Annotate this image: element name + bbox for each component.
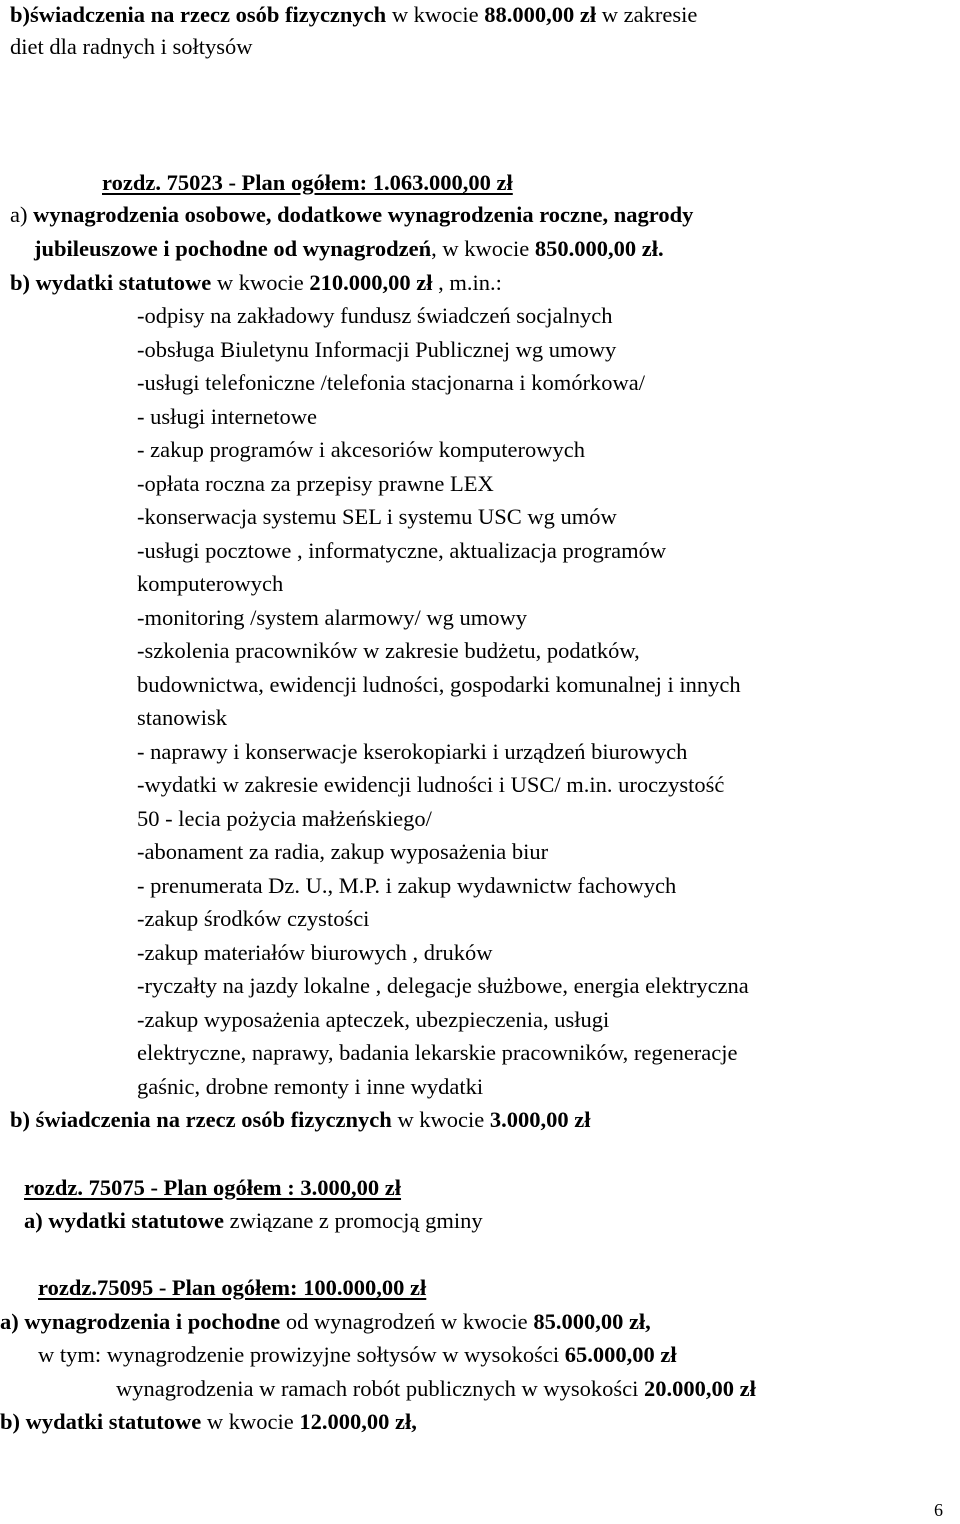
list-item: stanowisk [137,705,227,730]
line-soltysi: w tym: wynagrodzenie prowizyjne sołtysów w wysokości 65.000,00 zł [38,1342,677,1367]
line-wydatki-12000: b) wydatki statutowe w kwocie 12.000,00 zł, [0,1409,417,1434]
line-swiadczenia-3000: b) świadczenia na rzecz osób fizycznych w kwocie 3.000,00 zł [10,1107,591,1132]
list-item: -monitoring /system alarmowy/ wg umowy [137,605,527,630]
list-item: - naprawy i konserwacje kserokopiarki i urządzeń biurowych [137,739,688,764]
line-diety-cont: diet dla radnych i sołtysów [10,34,253,59]
line-swiadczenia-diety: b)świadczenia na rzecz osób fizycznych w kwocie 88.000,00 zł w zakresie [10,2,698,27]
heading-rozdz-75023: rozdz. 75023 - Plan ogółem: 1.063.000,00 zł [102,170,513,195]
list-item: komputerowych [137,571,284,596]
list-item: - prenumerata Dz. U., M.P. i zakup wydawnictw fachowych [137,873,677,898]
list-item: -opłata roczna za przepisy prawne LEX [137,471,494,496]
list-item: -zakup wyposażenia apteczek, ubezpieczenia, usługi [137,1007,610,1032]
list-item: -usługi pocztowe , informatyczne, aktualizacja programów [137,538,667,563]
line-wynagrodzenia-pochodne: a) wynagrodzenia i pochodne od wynagrodzeń w kwocie 85.000,00 zł, [0,1309,651,1334]
list-item: -abonament za radia, zakup wyposażenia biur [137,839,549,864]
list-item: budownictwa, ewidencji ludności, gospodarki komunalnej i innych [137,672,741,697]
page-number: 6 [934,1500,943,1520]
line-wydatki-statutowe: b) wydatki statutowe w kwocie 210.000,00 zł , m.in.: [10,270,502,295]
list-item: 50 - lecia pożycia małżeńskiego/ [137,806,432,831]
line-promocja-gminy: a) wydatki statutowe związane z promocją gminy [24,1208,483,1233]
list-item: -konserwacja systemu SEL i systemu USC wg umów [137,504,617,529]
list-item: gaśnic, drobne remonty i inne wydatki [137,1074,484,1099]
list-item: - usługi internetowe [137,404,317,429]
list-item: -zakup materiałów biurowych , druków [137,940,493,965]
list-item: -odpisy na zakładowy fundusz świadczeń socjalnych [137,303,613,328]
list-item: -zakup środków czystości [137,906,370,931]
list-item: -ryczałty na jazdy lokalne , delegacje służbowe, energia elektryczna [137,973,749,998]
list-item: - zakup programów i akcesoriów komputerowych [137,437,585,462]
list-item: -usługi telefoniczne /telefonia stacjonarna i komórkowa/ [137,370,645,395]
list-item: -wydatki w zakresie ewidencji ludności i USC/ m.in. uroczystość [137,772,725,797]
heading-rozdz-75075: rozdz. 75075 - Plan ogółem : 3.000,00 zł [24,1175,402,1200]
list-item: -szkolenia pracowników w zakresie budżetu, podatków, [137,638,640,663]
list-item: -obsługa Biuletynu Informacji Publicznej wg umowy [137,337,617,362]
line-roboty-publiczne: wynagrodzenia w ramach robót publicznych w wysokości 20.000,00 zł [116,1376,756,1401]
line-jubileuszowe: jubileuszowe i pochodne od wynagrodzeń, w kwocie 850.000,00 zł. [34,236,664,261]
heading-rozdz-75095: rozdz.75095 - Plan ogółem: 100.000,00 zł [38,1275,427,1300]
list-item: elektryczne, naprawy, badania lekarskie pracowników, regeneracje [137,1040,738,1065]
line-wynagrodzenia-osobowe: a) wynagrodzenia osobowe, dodatkowe wynagrodzenia roczne, nagrody [10,202,694,227]
